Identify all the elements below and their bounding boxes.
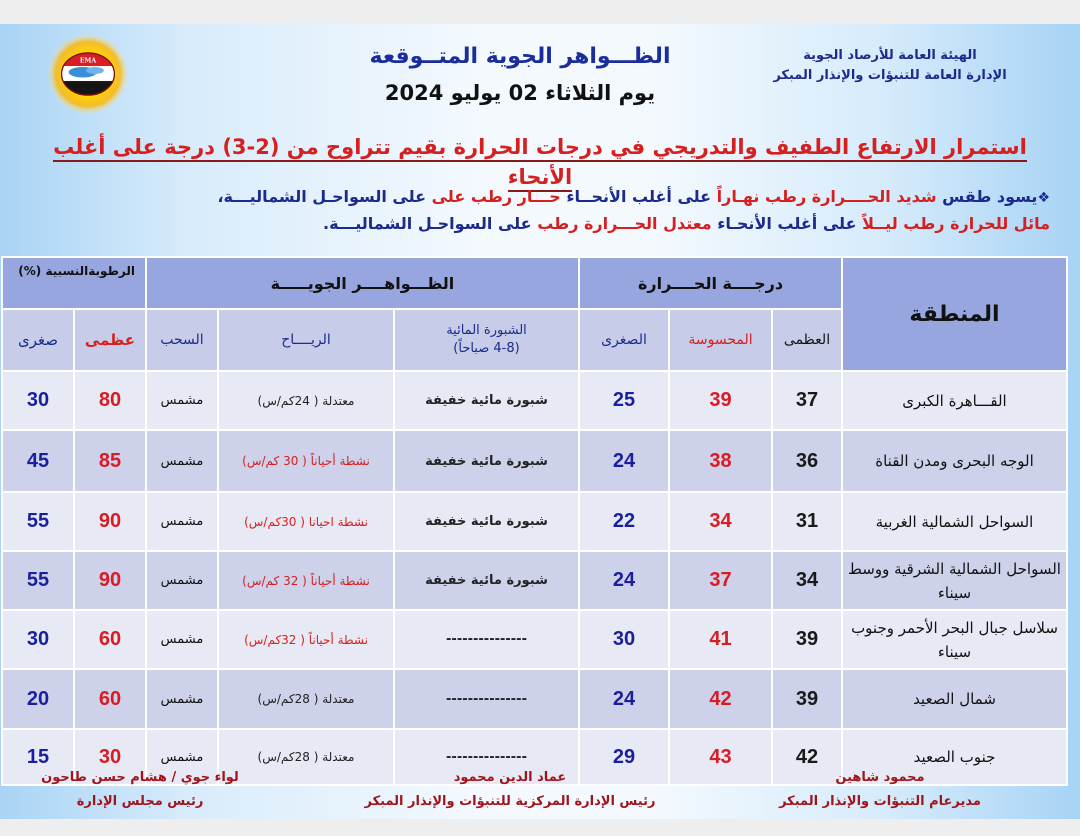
max-temp-cell: 36: [772, 430, 842, 492]
summary-fragment: على: [426, 187, 471, 206]
wind-cell: معتدلة ( 28كم/س): [218, 669, 394, 729]
max-temp-cell: 37: [772, 371, 842, 430]
signatures: [0, 766, 1080, 816]
wind-cell: نشطة احيانا ( 30كم/س): [218, 492, 394, 551]
header-fog-line-2: (4-8 صباحاً): [453, 341, 520, 356]
signature-name: عماد الدين محمود: [453, 770, 567, 785]
headline: [36, 132, 1044, 192]
max-temp-cell: 42: [772, 729, 842, 785]
header-fog: [394, 309, 579, 371]
summary-line-1: [40, 184, 1050, 211]
headline-text: استمرار الارتفاع الطفيف والتدريجي في درجات الحرارة بقيم تتراوح من (2-3) درجة على أغلب الأنحاء: [53, 135, 1027, 192]
summary-fragment: حـــار رطب: [470, 187, 561, 206]
feels-like-cell: 34: [669, 492, 772, 551]
org-line-1: الهيئة العامة للأرصاد الجوية: [803, 48, 977, 63]
feels-like-cell: 37: [669, 551, 772, 610]
table-row: [2, 430, 1067, 492]
header-max-temp: العظمى: [772, 309, 842, 371]
min-temp-cell: 22: [579, 492, 669, 551]
header-wind: الريــــاح: [218, 309, 394, 371]
header-phenomena-group: الظـــواهــــر الجويـــــة: [146, 257, 579, 309]
region-cell: القـــاهرة الكبرى: [842, 371, 1067, 430]
clouds-cell: مشمس: [146, 610, 218, 669]
min-temp-cell: 24: [579, 430, 669, 492]
signature-title: رئيس الإدارة المركزية للتنبؤات والإنذار المبكر: [364, 794, 656, 809]
table-row: [2, 492, 1067, 551]
fog-cell: شبورة مائية خفيفة: [394, 371, 579, 430]
wind-cell: نشطة أحياناً ( 30 كم/س): [218, 430, 394, 492]
humidity-min-cell: 55: [2, 492, 74, 551]
forecast-date: يوم الثلاثاء 02 يوليو 2024: [384, 81, 656, 105]
summary-fragment: على السواحـل الشماليـــة.: [323, 214, 538, 233]
humidity-max-cell: 80: [74, 371, 146, 430]
wind-cell: نشطة أحياناً ( 32 كم/س): [218, 551, 394, 610]
clouds-cell: مشمس: [146, 492, 218, 551]
header-fog-line-1: الشبورة المائية: [446, 323, 527, 338]
ema-logo-icon: [44, 30, 132, 118]
humidity-max-cell: 85: [74, 430, 146, 492]
header-humidity-group: الرطوبةالنسبية (%): [2, 257, 146, 309]
max-temp-cell: 39: [772, 610, 842, 669]
wind-cell: معتدلة ( 28كم/س): [218, 729, 394, 785]
forecast-table: [1, 256, 1068, 786]
fog-cell: ---------------: [394, 669, 579, 729]
header-min-temp: الصغرى: [579, 309, 669, 371]
fog-cell: ---------------: [394, 610, 579, 669]
table-row: [2, 610, 1067, 669]
clouds-cell: مشمس: [146, 669, 218, 729]
svg-text:EMA: EMA: [79, 57, 97, 65]
feels-like-cell: 43: [669, 729, 772, 785]
max-temp-cell: 39: [772, 669, 842, 729]
min-temp-cell: 30: [579, 610, 669, 669]
fog-cell: شبورة مائية خفيفة: [394, 492, 579, 551]
signature-general-manager: [750, 766, 1010, 814]
region-cell: شمال الصعيد: [842, 669, 1067, 729]
min-temp-cell: 24: [579, 669, 669, 729]
header-temperature-group: درجــــة الحــــرارة: [579, 257, 842, 309]
humidity-min-cell: 55: [2, 551, 74, 610]
clouds-cell: مشمس: [146, 729, 218, 785]
feels-like-cell: 38: [669, 430, 772, 492]
signature-name: محمود شاهين: [835, 770, 925, 785]
signature-central-admin: [340, 766, 680, 814]
summary-fragment: على أغلب الأنحــاء: [560, 187, 717, 206]
humidity-max-cell: 90: [74, 551, 146, 610]
table-row: [2, 669, 1067, 729]
humidity-max-cell: 90: [74, 492, 146, 551]
region-cell: الوجه البحرى ومدن القناة: [842, 430, 1067, 492]
title-block: [300, 42, 740, 110]
header-clouds: السحب: [146, 309, 218, 371]
page-title: الظـــواهر الجوية المتــوقعة: [369, 44, 671, 69]
region-cell: السواحل الشمالية الشرقية ووسط سيناء: [842, 551, 1067, 610]
region-cell: السواحل الشمالية الغربية: [842, 492, 1067, 551]
humidity-max-cell: 60: [74, 610, 146, 669]
humidity-max-cell: 30: [74, 729, 146, 785]
min-temp-cell: 24: [579, 551, 669, 610]
humidity-min-cell: 45: [2, 430, 74, 492]
min-temp-cell: 25: [579, 371, 669, 430]
forecast-table-wrapper: [11, 256, 1068, 768]
table-row: [2, 371, 1067, 430]
summary-fragment: على السواحـل الشماليـــة،: [217, 187, 427, 206]
header-feels-like: المحسوسة: [669, 309, 772, 371]
feels-like-cell: 41: [669, 610, 772, 669]
header-region: المنطقة: [842, 257, 1067, 371]
clouds-cell: مشمس: [146, 371, 218, 430]
humidity-min-cell: 30: [2, 371, 74, 430]
humidity-min-cell: 20: [2, 669, 74, 729]
fog-cell: شبورة مائية خفيفة: [394, 551, 579, 610]
signature-title: رئيس مجلس الإدارة: [76, 794, 204, 809]
bottom-strip: [0, 819, 1080, 836]
feels-like-cell: 42: [669, 669, 772, 729]
org-line-2: الإدارة العامة للتنبؤات والإنذار المبكر: [773, 68, 1007, 83]
signature-name: لواء جوي / هشام حسن طاحون: [41, 770, 239, 785]
forecast-bulletin: [0, 24, 1080, 819]
humidity-max-cell: 60: [74, 669, 146, 729]
fog-cell: ---------------: [394, 729, 579, 785]
header-humidity-min: صغرى: [2, 309, 74, 371]
max-temp-cell: 34: [772, 551, 842, 610]
summary-fragment: شديد الحــــرارة رطب نهـاراً: [716, 187, 937, 206]
diamond-bullet-icon: ❖: [1037, 190, 1050, 206]
wind-cell: معتدلة ( 24كم/س): [218, 371, 394, 430]
min-temp-cell: 29: [579, 729, 669, 785]
signature-title: مديرعام التنبؤات والإنذار المبكر: [779, 794, 981, 809]
max-temp-cell: 31: [772, 492, 842, 551]
humidity-min-cell: 30: [2, 610, 74, 669]
feels-like-cell: 39: [669, 371, 772, 430]
fog-cell: شبورة مائية خفيفة: [394, 430, 579, 492]
region-cell: سلاسل جبال البحر الأحمر وجنوب سيناء: [842, 610, 1067, 669]
organization-name: [770, 46, 1010, 86]
summary-fragment: مائل للحرارة رطب ليــلاً: [862, 214, 1050, 233]
summary-line-2: [40, 211, 1050, 237]
wind-cell: نشطة أحياناً ( 32كم/س): [218, 610, 394, 669]
humidity-min-cell: 15: [2, 729, 74, 785]
table-row: [2, 551, 1067, 610]
clouds-cell: مشمس: [146, 551, 218, 610]
signature-chairman: [30, 766, 250, 814]
header-humidity-max: عظمى: [74, 309, 146, 371]
summary-fragment: يسود طقس: [936, 187, 1038, 206]
weather-summary: [40, 184, 1050, 237]
summary-fragment: على أغلب الأنحـاء: [711, 214, 863, 233]
clouds-cell: مشمس: [146, 430, 218, 492]
region-cell: جنوب الصعيد: [842, 729, 1067, 785]
summary-fragment: معتدل الحـــرارة رطب: [537, 214, 712, 233]
